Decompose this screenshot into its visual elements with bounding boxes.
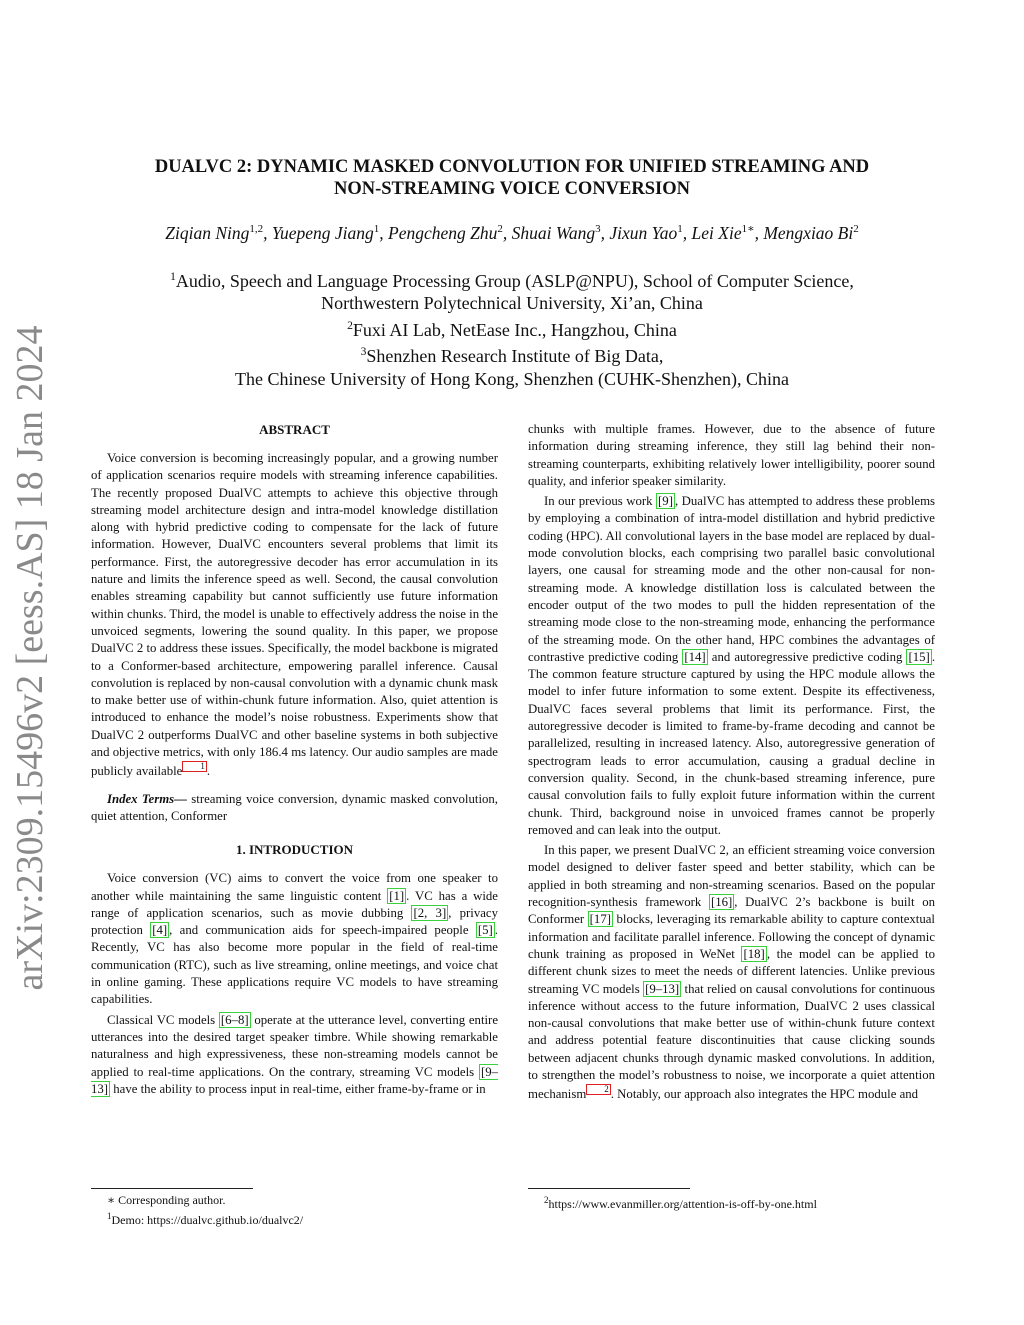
footnote-2: $^2$https://www.evanmiller.org/attention-is-off-by-one.html [544,1195,817,1211]
author-affil-sup: 2 [853,223,859,235]
author-affil-sup: 1 [677,223,683,235]
abstract-heading: ABSTRACT [259,422,330,437]
citation-link[interactable]: [14] [684,649,706,664]
citation-link[interactable]: [16] [710,895,733,910]
citation-link[interactable]: [6–8] [220,1012,249,1027]
intro-paragraph-5: In this paper, we present DualVC 2, an efficient streaming voice conversion model designed to deliver faster speed and better stability, which can be applied in both streaming and non-streaming scenarios. Based on the popular recognition-synthesis framework [16] , DualVC 2’s backbone is built on Conformer [17] blocks, leveraging its remarkable ability to capture contextual information and facilitate parallel inference. Following the concept of dynamic chunk training as proposed in WeNet [18] , the model can be applied to different chunk sizes to meet the needs of different latencies. Unlike previous streaming VC models [9–13] that relied on causal convolutions for continuous inference without access to the future information, DualVC 2 uses classical non-causal convolutions that make better use of within-chunk future context and address potential feature discontinuities that cause clicking sounds between adjacent chunks through dynamic masked convolutions. In addition, to strengthen the model’s robustness to noise, we incorporate a quiet attention mechanism 2 . Notably, our approach also integrates the HPC module and [528,843,935,1102]
citation-link[interactable]: [9–13] [91,1064,498,1096]
affiliation-1-line-1: $^1$Audio, Speech and Language Processing Group (ASLP@NPU), School of Computer Science, [170,271,854,291]
citation-link[interactable]: [4] [152,923,168,938]
footnotes-right [528,1188,935,1212]
citation-link[interactable]: [18] [743,946,765,961]
author-affil-sup: 1 [373,223,380,235]
footnote-rule [91,1188,253,1189]
author-name: Yuepeng Jiang [271,223,374,243]
footnote-1: $^1$Demo: https://dualvc.github.io/dualvc2/ [107,1211,304,1227]
footnote-link-2[interactable]: 2 [586,1084,611,1095]
intro-paragraph-3: chunks with multiple frames. However, due to the absence of future information during streaming inference, they still lag behind their non-streaming counterparts, exhibiting relatively lower intelligibility, poorer sound quality, and inferior speaker similarity. [528,422,935,488]
citation-link[interactable]: [5] [477,923,493,938]
corresponding-author-note: ∗ Corresponding author. [107,1193,226,1207]
author-list: Ziqian Ning$^{1,2}$, Yuepeng Jiang$^1$, Pengcheng Zhu$^2$, Shuai Wang$^3$, Jixun Yao$^1$, Lei Xie$^{1∗}$, Mengxiao Bi$^2$ [165,223,859,243]
affiliation-1-line-2: Northwestern Polytechnical University, Xi’an, China [321,293,703,314]
index-terms: Index Terms— streaming voice conversion, dynamic masked convolution, quiet attention, Conformer [91,791,498,823]
citation-link[interactable]: [17] [589,912,611,927]
left-column [91,421,498,1098]
author-name: Jixun Yao [609,223,678,243]
citation-link[interactable]: [15] [908,649,930,664]
intro-paragraph-1: Voice conversion (VC) aims to convert the voice from one speaker to another while maintaining the same linguistic content [1] . VC has a wide range of application scenarios, such as movie dubbing [2, 3] , privacy protection [4] , and communication aids for speech-impaired people [5] . Recently, VC has also become more popular in the field of real-time communication (RTC), such as live streaming, online meetings, and voice chat in online gaming. These applications require VC models to have streaming capabilities. [91,871,499,1007]
paper-title [100,156,924,200]
author-affil-sup: 1∗ [741,223,755,235]
author-affil-sup: 3 [595,223,601,235]
affiliation-2: $^2$Fuxi AI Lab, NetEase Inc., Hangzhou, China [347,319,677,340]
title-line-2: NON-STREAMING VOICE CONVERSION [334,179,690,199]
affiliations [60,266,964,390]
citation-link[interactable]: [9–13] [645,981,680,996]
title-line-1: DUALVC 2: DYNAMIC MASKED CONVOLUTION FOR UNIFIED STREAMING AND [154,157,870,177]
abstract-text: Voice conversion is becoming increasingly popular, and a growing number of application scenarios require models with streaming inference capabilities. The recently proposed DualVC attempts to achieve this objective through streaming model architecture design and intra-model knowledge distillation along with hybrid predictive coding to compensate for the lack of future information. However, DualVC encounters several problems that limit its performance. First, the autoregressive decoder has error accumulation in its nature and limits the inference speed as well. Second, the causal convolution enables streaming capability but cannot sufficiently use future information within chunks. Third, the model is unable to effectively address the noise in the unvoiced segments, lowering the sound quality. In this paper, we propose DualVC 2 to address these issues. Specifically, the model backbone is migrated to a Conformer-based architecture, empowering parallel inference. Causal convolution is replaced by non-causal convolution with a dynamic chunk mask to make better use of within-chunk future information. Also, quiet attention is introduced to enhance the model’s noise robustness. Experiments show that DualVC 2 outperforms DualVC and other baseline systems in both subjective and objective metrics, with only 186.4 ms latency. Our audio samples are made publicly available 1 . [91,451,498,779]
footnotes-left [91,1188,498,1228]
author-name: Ziqian Ning [165,223,250,243]
footnote-link-1[interactable]: 1 [182,761,207,772]
author-name: Lei Xie [691,223,742,243]
right-column [528,421,935,1104]
intro-paragraph-4: In our previous work [9] , DualVC has attempted to address these problems by employing a combination of intra-model distillation and hybrid predictive coding (HPC). All convolutional layers in the base model are replaced by dual-mode convolution blocks, each comprising two parallel basic convolutional layers, one causal for streaming mode and the other non-causal for non-streaming mode. A knowledge distillation loss is calculated between the encoder output of the two modes to pull the hidden representation of the streaming mode close to the non-streaming mode, enhancing the performance of the streaming mode. On the other hand, HPC combines the advantages of contrastive predictive coding [14] and autoregressive predictive coding [15] . The common feature structure captured by using the HPC module allows the model to infer future information to some extent. Despite its effectiveness, DualVC faces several problems that limit its performance. First, the autoregressive decoder is limited to frame-by-frame decoding and cannot be parallelized, resulting in increased latency. Also, autoregressive generation of spectrogram leads to error accumulation, causing a gradual decline in conversion quality. Second, in the chunk-based streaming inference, pure causal convolution fails to fully exploit future information within the current chunk. Third, background noise in unvoiced frames cannot be properly removed and can leak into the output. [528,494,936,837]
affiliation-3-line-1: $^3$Shenzhen Research Institute of Big Data, [360,346,664,367]
arxiv-id-text: arXiv:2309.15496v2 [eess.AS] 18 Jan 2024 [9,325,51,991]
author-affil-sup: 2 [497,223,503,235]
footnote-rule [528,1188,690,1189]
citation-link[interactable]: [1] [389,888,405,903]
affiliation-3-line-2: The Chinese University of Hong Kong, Shenzhen (CUHK-Shenzhen), China [235,368,789,389]
citation-link[interactable]: [9] [658,494,673,509]
author-name: Mengxiao Bi [763,223,854,243]
author-affil-sup: 1,2 [249,223,264,235]
intro-paragraph-2: Classical VC models [6–8] operate at the utterance level, converting entire utterances into the desired target speaker timbre. While showing remarkable naturalness and high expressiveness, these non-streaming models cannot be applied to real-time applications. On the contrary, streaming VC models [9–13] have the ability to process input in real-time, either frame-by-frame or in [91,1012,499,1096]
author-name: Pengcheng Zhu [388,223,498,243]
author-name: Shuai Wang [511,223,596,243]
introduction-heading: 1. INTRODUCTION [235,842,353,858]
citation-link[interactable]: [2, 3] [413,905,447,920]
index-terms-label: Index Terms— [107,791,187,806]
